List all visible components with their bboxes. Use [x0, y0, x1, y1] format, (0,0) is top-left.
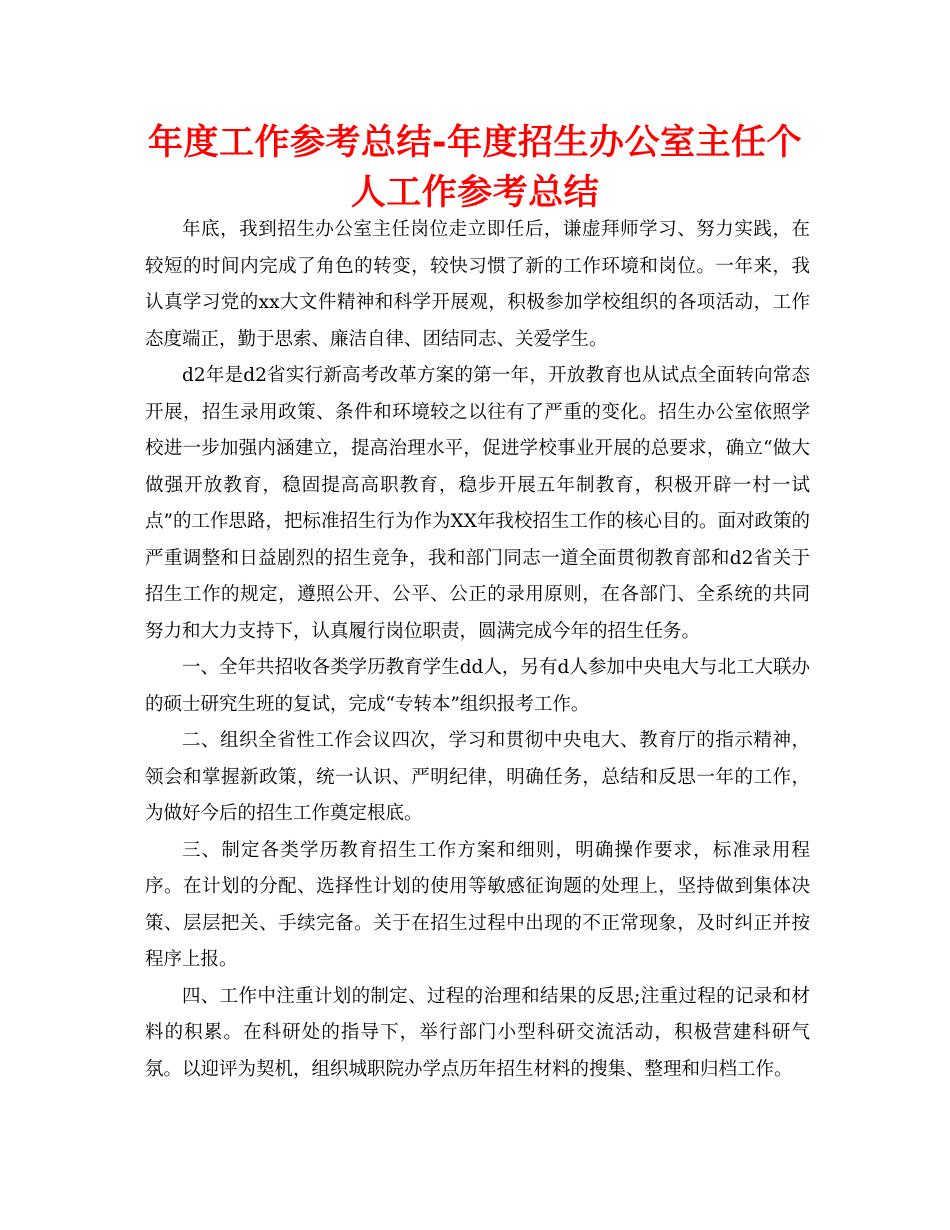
paragraph-item-4: 四、工作中注重计划的制定、过程的治理和结果的反思;注重过程的记录和材料的积累。在科研处的指导下，举行部门小型科研交流活动，积极营建科研气氛。以迎评为契机，组织城职院办学点历年招生材料的搜集、整理和归档工作。 [145, 985, 810, 1080]
paragraph-background: d2年是d2省实行新高考改革方案的第一年，开放教育也从试点全面转向常态开展，招生录用政策、条件和环境较之以往有了严重的变化。招生办公室依照学校进一步加强内涵建立，提高治理水平，促进学校事业开展的总要求，确立“做大做强开放教育，稳固提高高职教育，稳步开展五年制教育，积极开辟一村一试点”的工作思路，把标准招生行为作为XX年我校招生工作的核心目的。面对政策的严重调整和日益剧烈的招生竞争，我和部门同志一道全面贯彻教育部和d2省关于招生工作的规定，遵照公开、公平、公正的录用原则，在各部门、全系统的共同努力和大力支持下，认真履行岗位职责，圆满完成今年的招生任务。 [145, 365, 810, 642]
paragraph-item-1: 一、全年共招收各类学历教育学生dd人，另有d人参加中央电大与北工大联办的硕士研究生班的复试，完成“专转本”组织报考工作。 [145, 657, 810, 715]
document-title: 年度工作参考总结-年度招生办公室主任个人工作参考总结 [147, 123, 803, 213]
paragraph-intro: 年底，我到招生办公室主任岗位走立即任后，谦虚拜师学习、努力实践，在较短的时间内完成了角色的转变，较快习惯了新的工作环境和岗位。一年来，我认真学习党的xx大文件精神和科学开展观，积极参加学校组织的各项活动，工作态度端正，勤于思索、廉洁自律、团结同志、关爱学生。 [145, 219, 810, 350]
paragraph-item-2: 二、组织全省性工作会议四次，学习和贯彻中央电大、教育厅的指示精神，领会和掌握新政策，统一认识、严明纪律，明确任务，总结和反思一年的工作，为做好今后的招生工作奠定根底。 [145, 730, 810, 824]
paragraph-item-3: 三、制定各类学历教育招生工作方案和细则，明确操作要求，标准录用程序。在计划的分配、选择性计划的使用等敏感征询题的处理上，坚持做到集体决策、层层把关、手续完备。关于在招生过程中出现的不正常现象，及时纠正并按程序上报。 [145, 839, 810, 970]
document-body [145, 212, 810, 1088]
